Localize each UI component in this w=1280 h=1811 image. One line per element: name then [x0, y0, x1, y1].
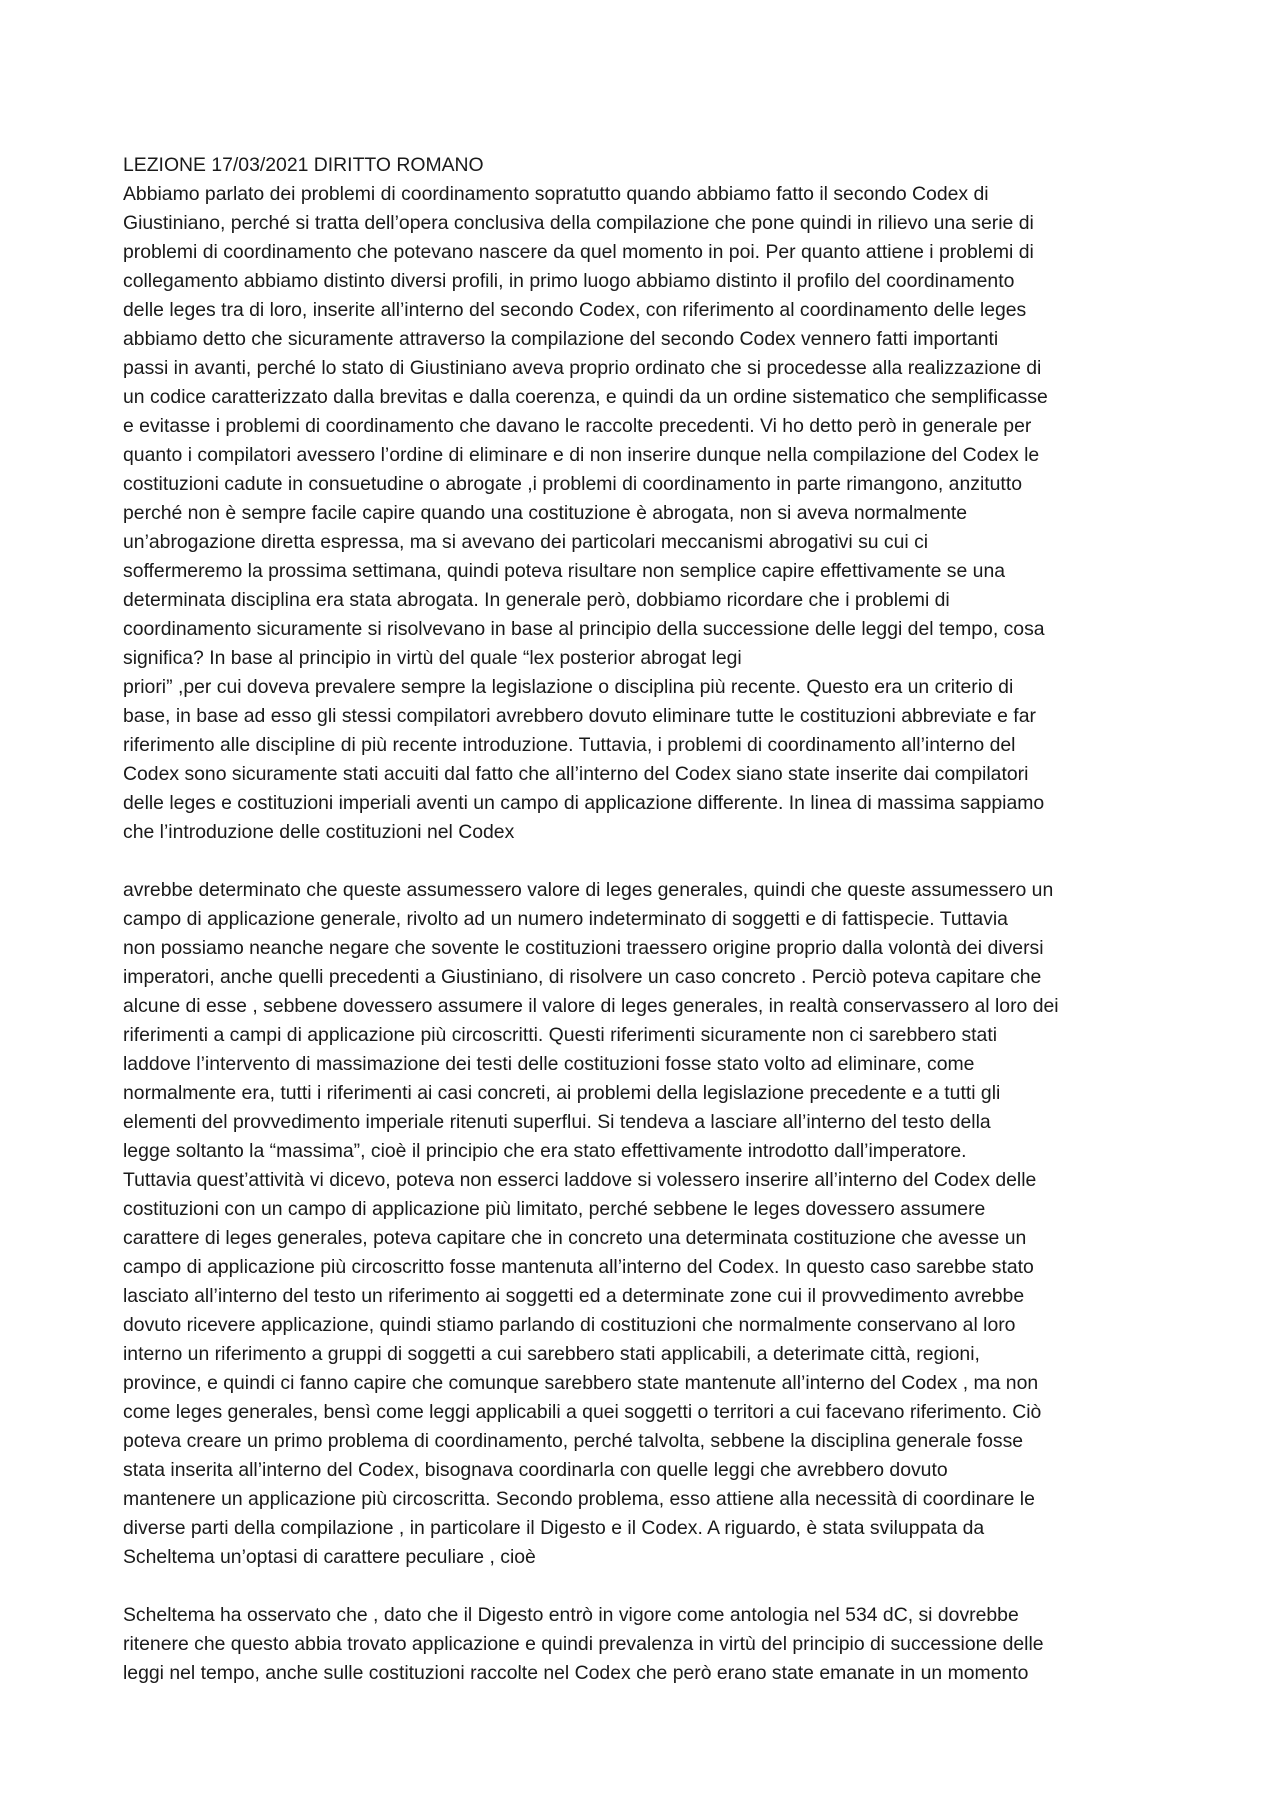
text-line: Abbiamo parlato dei problemi di coordinamento sopratutto quando abbiamo fatto il secondo Codex di — [123, 183, 989, 205]
text-line: stata inserita all’interno del Codex, bisognava coordinarla con quelle leggi che avrebbero dovuto — [123, 1459, 948, 1481]
text-line: campo di applicazione generale, rivolto ad un numero indeterminato di soggetti e di fattispecie. Tuttavia — [123, 908, 1008, 930]
text-line: non possiamo neanche negare che sovente le costituzioni traessero origine proprio dalla volontà dei diversi — [123, 937, 1044, 959]
text-line: lasciato all’interno del testo un riferimento ai soggetti ed a determinate zone cui il provvedimento avrebbe — [123, 1285, 1025, 1307]
paragraph-gap — [123, 847, 1163, 876]
text-line: costituzioni cadute in consuetudine o abrogate ,i problemi di coordinamento in parte rimangono, anzitutto — [123, 473, 1022, 495]
paragraph-gap — [123, 1572, 1163, 1601]
text-line: elementi del provvedimento imperiale ritenuti superflui. Si tendeva a lasciare all’interno del testo della — [123, 1111, 991, 1133]
text-line: passi in avanti, perché lo stato di Giustiniano aveva proprio ordinato che si procedesse alla realizzazione di — [123, 357, 1042, 379]
paragraph-3 — [123, 1601, 1163, 1688]
text-line: priori” ,per cui doveva prevalere sempre la legislazione o disciplina più recente. Questo era un criterio di — [123, 676, 1014, 698]
text-line: imperatori, anche quelli precedenti a Giustiniano, di risolvere un caso concreto . Perciò poteva capitare che — [123, 966, 1042, 988]
text-line: abbiamo detto che sicuramente attraverso la compilazione del secondo Codex vennero fatti importanti — [123, 328, 999, 350]
paragraph-2 — [123, 876, 1163, 1572]
text-line: carattere di leges generales, poteva capitare che in concreto una determinata costituzione che avesse un — [123, 1227, 1027, 1249]
text-line: interno un riferimento a gruppi di soggetti a cui sarebbero stati applicabili, a deterimate città, regioni, — [123, 1343, 980, 1365]
text-line: un’abrogazione diretta espressa, ma si avevano dei particolari meccanismi abrogativi su cui ci — [123, 531, 929, 553]
text-line: problemi di coordinamento che potevano nascere da quel momento in poi. Per quanto attiene i problemi di — [123, 241, 1034, 263]
text-line: e evitasse i problemi di coordinamento che davano le raccolte precedenti. Vi ho detto però in generale per — [123, 415, 1032, 437]
text-line: delle leges e costituzioni imperiali aventi un campo di applicazione differente. In linea di massima sappiamo — [123, 792, 1045, 814]
text-line: Codex sono sicuramente stati accuiti dal fatto che all’interno del Codex siano state inserite dai compilatori — [123, 763, 1029, 785]
text-line: delle leges tra di loro, inserite all’interno del secondo Codex, con riferimento al coordinamento delle leges — [123, 299, 1027, 321]
text-line: riferimento alle discipline di più recente introduzione. Tuttavia, i problemi di coordinamento all’interno del — [123, 734, 1016, 756]
text-line: alcune di esse , sebbene dovessero assumere il valore di leges generales, in realtà conservassero al loro dei — [123, 995, 1059, 1017]
text-line: avrebbe determinato che queste assumessero valore di leges generales, quindi che queste assumessero un — [123, 879, 1054, 901]
text-line: perché non è sempre facile capire quando una costituzione è abrogata, non si aveva normalmente — [123, 502, 968, 524]
text-line: base, in base ad esso gli stessi compilatori avrebbero dovuto eliminare tutte le costituzioni abbreviate e far — [123, 705, 1036, 727]
text-line: coordinamento sicuramente si risolvevano in base al principio della successione delle leggi del tempo, cosa — [123, 618, 1045, 640]
text-line: significa? In base al principio in virtù del quale “lex posterior abrogat legi — [123, 647, 742, 669]
text-line: normalmente era, tutti i riferimenti ai casi concreti, ai problemi della legislazione precedente e a tutti gli — [123, 1082, 1001, 1104]
text-line: come leges generales, bensì come leggi applicabili a quei soggetti o territori a cui facevano riferimento. Ciò — [123, 1401, 1042, 1423]
text-line: Giustiniano, perché si tratta dell’opera conclusiva della compilazione che pone quindi in rilievo una serie di — [123, 212, 1034, 234]
text-line: determinata disciplina era stata abrogata. In generale però, dobbiamo ricordare che i problemi di — [123, 589, 950, 611]
text-line: dovuto ricevere applicazione, quindi stiamo parlando di costituzioni che normalmente conservano al loro — [123, 1314, 1016, 1336]
text-line: collegamento abbiamo distinto diversi profili, in primo luogo abbiamo distinto il profilo del coordinamento — [123, 270, 1015, 292]
text-line: ritenere che questo abbia trovato applicazione e quindi prevalenza in virtù del principio di successione delle — [123, 1633, 1044, 1655]
text-line: campo di applicazione più circoscritto fosse mantenuta all’interno del Codex. In questo caso sarebbe stato — [123, 1256, 1034, 1278]
text-line: laddove l’intervento di massimazione dei testi delle costituzioni fosse stato volto ad eliminare, come — [123, 1053, 975, 1075]
text-line: soffermeremo la prossima settimana, quindi poteva risultare non semplice capire effettivamente se una — [123, 560, 1006, 582]
text-line: quanto i compilatori avessero l’ordine di eliminare e di non inserire dunque nella compilazione del Codex le — [123, 444, 1040, 466]
text-line: un codice caratterizzato dalla brevitas e dalla coerenza, e quindi da un ordine sistematico che semplificasse — [123, 386, 1048, 408]
text-line: costituzioni con un campo di applicazione più limitato, perché sebbene le leges dovessero assumere — [123, 1198, 986, 1220]
paragraph-1 — [123, 180, 1163, 847]
text-line: mantenere un applicazione più circoscritta. Secondo problema, esso attiene alla necessità di coordinare le — [123, 1488, 1035, 1510]
document-page — [123, 151, 1163, 1688]
text-line: Scheltema un’optasi di carattere peculiare , cioè — [123, 1546, 536, 1568]
text-line: Scheltema ha osservato che , dato che il Digesto entrò in vigore come antologia nel 534 dC, si dovrebbe — [123, 1604, 1019, 1626]
text-line: leggi nel tempo, anche sulle costituzioni raccolte nel Codex che però erano state emanate in un momento — [123, 1662, 1029, 1684]
document-title: LEZIONE 17/03/2021 DIRITTO ROMANO — [123, 154, 484, 176]
text-line: che l’introduzione delle costituzioni nel Codex — [123, 821, 515, 843]
text-line: Tuttavia quest’attività vi dicevo, poteva non esserci laddove si volessero inserire all’interno del Codex delle — [123, 1169, 1037, 1191]
text-line: diverse parti della compilazione , in particolare il Digesto e il Codex. A riguardo, è stata sviluppata da — [123, 1517, 985, 1539]
text-line: riferimenti a campi di applicazione più circoscritti. Questi riferimenti sicuramente non ci sarebbero stati — [123, 1024, 998, 1046]
text-line: province, e quindi ci fanno capire che comunque sarebbero state mantenute all’interno del Codex , ma non — [123, 1372, 1039, 1394]
text-line: legge soltanto la “massima”, cioè il principio che era stato effettivamente introdotto dall’imperatore. — [123, 1140, 967, 1162]
text-line: poteva creare un primo problema di coordinamento, perché talvolta, sebbene la disciplina generale fosse — [123, 1430, 1024, 1452]
